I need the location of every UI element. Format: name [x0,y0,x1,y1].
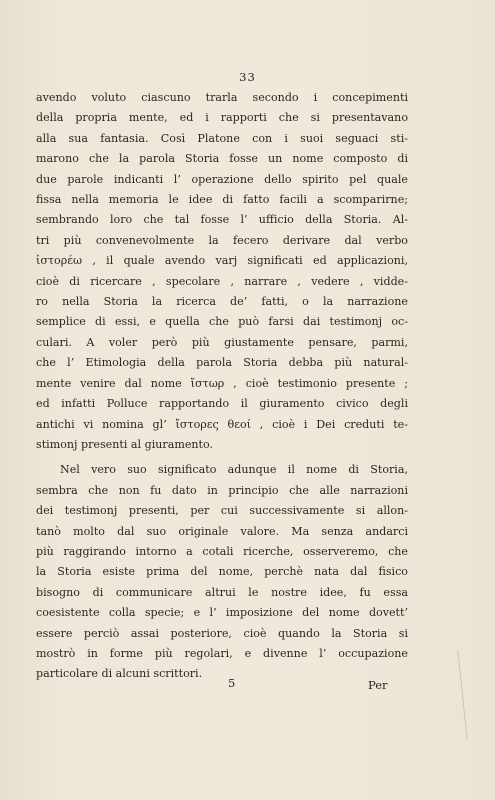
text-line: culari. A voler però più giustamente pensare, parmi, [36,335,408,349]
text-line: alla sua fantasia. Così Platone con i suoi seguaci sti- [36,131,408,145]
body-text [36,88,408,685]
text-line: semplice di essi, e quella che può farsi dai testimonj oc- [36,315,408,329]
text-line: cioè di ricercare , specolare , narrare , vedere , vidde- [36,274,408,288]
text-line: sembrando loro che tal fosse l’ ufficio della Storia. Al- [36,213,408,227]
paragraph-2 [36,460,408,684]
text-line: essere perciò assai posteriore, cioè quando la Storia si [36,626,408,640]
text-line: coesistente colla specie; e l’ imposizione del nome dovett’ [36,606,408,620]
text-line: avendo voluto ciascuno trarla secondo i concepimenti [36,91,408,104]
page-crease [457,650,469,740]
paragraph-1 [36,88,408,455]
text-line: antichi vi nomina gl’ ἴστορες θεοί , cioè i Dei creduti te- [36,417,408,431]
text-line: che l’ Etimologia della parola Storia debba più natural- [36,356,408,370]
signature-mark: 5 [228,676,236,690]
page-number: 33 [239,70,256,84]
text-line: particolare di alcuni scrittori. [36,667,203,681]
text-line: mente venire dal nome ἴστωρ , cioè testimonio presente ; [36,376,408,390]
text-line: stimonj presenti al giuramento. [36,437,214,451]
text-line: marono che la parola Storia fosse un nome composto di [36,152,408,166]
text-line: ro nella Storia la ricerca de’ fatti, o la narrazione [36,295,408,309]
text-line: della propria mente, ed i rapporti che si presentavano [36,111,408,125]
text-line: fissa nella memoria le idee di fatto facili a scomparirne; [36,193,408,207]
text-line: sembra che non fu dato in principio che alle narrazioni [36,483,408,497]
text-line: mostrò in forme più regolari, e divenne l’ occupazione [36,646,408,660]
text-line: tanò molto dal suo originale valore. Ma senza andarci [36,524,408,538]
text-line: tri più convenevolmente la fecero derivare dal verbo [36,233,408,247]
text-line: Nel vero suo significato adunque il nome di Storia, [60,463,408,477]
catchword: Per [368,678,388,692]
text-line: la Storia esiste prima del nome, perchè nata dal fisico [36,565,408,579]
text-line: più raggirando intorno a cotali ricerche, osserveremo, che [36,544,408,558]
text-line: dei testimonj presenti, per cui successivamente si allon- [36,504,408,518]
text-line: bisogno di communicare altrui le nostre idee, fu essa [36,585,408,599]
text-line: due parole indicanti l’ operazione dello spirito pel quale [36,172,408,186]
text-line: ed infatti Polluce rapportando il giuramento civico degli [36,397,408,411]
text-line: ἱστορέω , il quale avendo varj significati ed applicazioni, [36,254,408,268]
